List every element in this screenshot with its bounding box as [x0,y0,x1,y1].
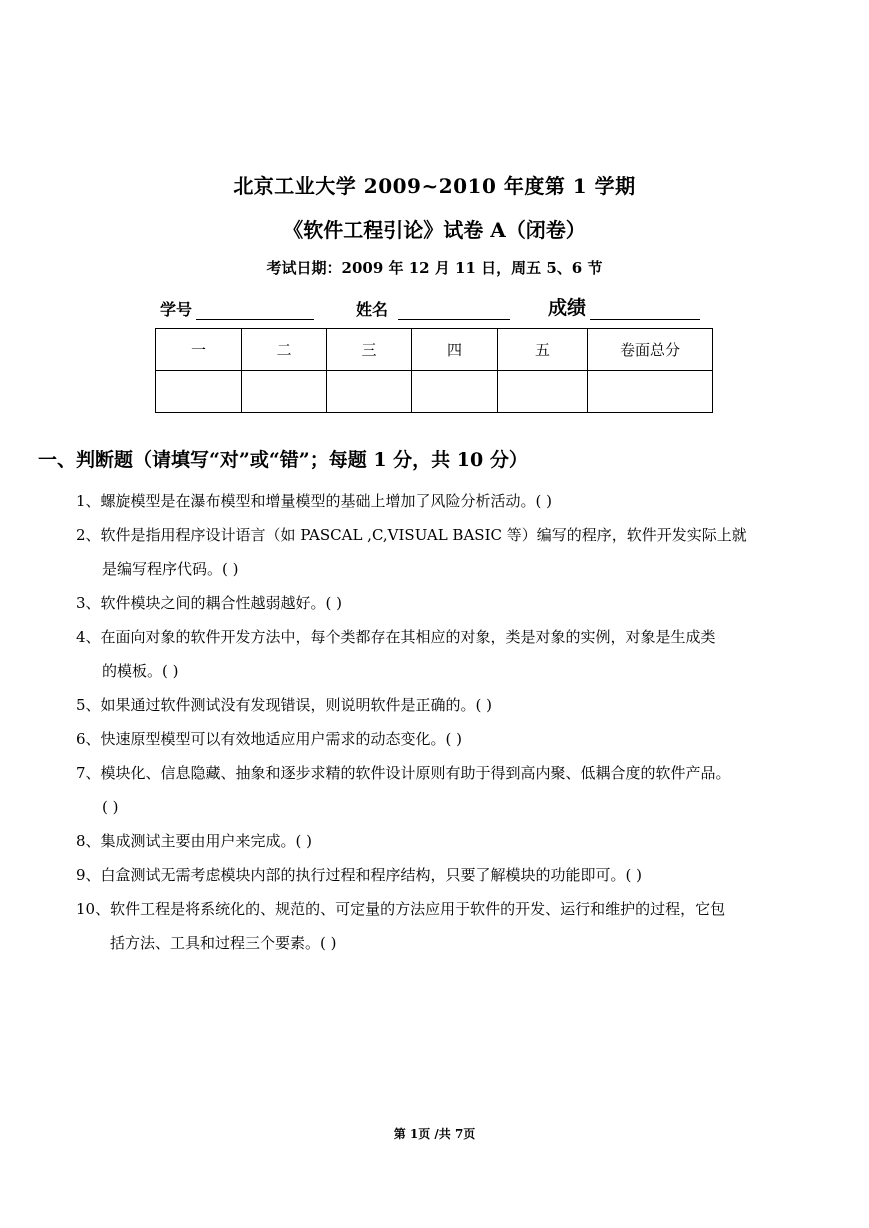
score-value-cell[interactable] [327,371,412,413]
question-number: 7、 [76,764,101,782]
question-number: 8、 [76,832,101,850]
score-header-cell: 一 [156,329,242,371]
question-text: 软件模块之间的耦合性越弱越好。( ) [100,594,343,612]
question-list [76,484,836,960]
score-value-cell[interactable] [412,371,498,413]
score-blank[interactable] [590,301,700,320]
page-footer: 第 1页 /共 7页 [393,1127,476,1141]
name-field [356,294,510,320]
question-item [76,484,836,518]
section-heading: 一、判断题（请填写“对”或“错”；每题 1 分，共 10 分） [38,449,528,471]
score-header-cell: 卷面总分 [588,329,713,371]
exam-title: 《软件工程引论》试卷 A（闭卷） [283,218,586,242]
score-header-cell: 四 [412,329,498,371]
score-label: 成绩 [548,297,587,319]
university-title: 北京工业大学 2009~2010 年度第 1 学期 [233,174,636,198]
question-text: 模块化、信息隐藏、抽象和逐步求精的软件设计原则有助于得到高内聚、低耦合度的软件产品。 [100,764,731,782]
question-text-continued: 的模板。( ) [102,662,179,680]
question-number: 10、 [76,900,111,918]
score-header-cell: 二 [242,329,327,371]
score-header-cell: 三 [327,329,412,371]
question-text-continued: 括方法、工具和过程三个要素。( ) [110,934,337,952]
score-table-value-row [156,371,713,413]
score-value-cell[interactable] [242,371,327,413]
question-text: 软件是指用程序设计语言（如 PASCAL ,C,VISUAL BASIC 等）编写的程序，软件开发实际上就 [100,526,747,544]
question-text-continued: 是编写程序代码。( ) [102,560,239,578]
question-number: 5、 [76,696,101,714]
question-item [76,688,836,722]
question-item [76,824,836,858]
score-value-cell[interactable] [498,371,588,413]
student-id-field [160,294,314,320]
question-text: 在面向对象的软件开发方法中，每个类都存在其相应的对象，类是对象的实例，对象是生成类 [100,628,716,646]
question-text: 如果通过软件测试没有发现错误，则说明软件是正确的。( ) [100,696,493,714]
question-number: 1、 [76,492,101,510]
question-item [76,858,836,892]
question-number: 4、 [76,628,101,646]
exam-date: 考试日期：2009 年 12 月 11 日，周五 5、6 节 [266,259,603,277]
question-item [76,518,836,586]
question-item [76,620,836,688]
student-id-label: 学号 [160,300,193,319]
question-number: 9、 [76,866,101,884]
question-item [76,722,836,756]
question-text-continued: ( ) [102,798,119,816]
name-label: 姓名 [356,300,389,319]
question-item [76,892,836,960]
question-text: 白盒测试无需考虑模块内部的执行过程和程序结构，只要了解模块的功能即可。( ) [100,866,643,884]
student-id-blank[interactable] [196,301,314,320]
score-header-cell: 五 [498,329,588,371]
name-blank[interactable] [398,301,510,320]
question-item [76,586,836,620]
question-text: 快速原型模型可以有效地适应用户需求的动态变化。( ) [100,730,463,748]
score-table-header-row [156,329,713,371]
question-text: 软件工程是将系统化的、规范的、可定量的方法应用于软件的开发、运行和维护的过程，它包 [110,900,726,918]
student-info-row [160,294,720,322]
score-field [548,294,700,320]
question-number: 2、 [76,526,101,544]
question-number: 3、 [76,594,101,612]
score-value-cell[interactable] [588,371,713,413]
question-item [76,756,836,824]
question-text: 螺旋模型是在瀑布模型和增量模型的基础上增加了风险分析活动。( ) [100,492,553,510]
question-number: 6、 [76,730,101,748]
score-table [155,328,713,413]
question-text: 集成测试主要由用户来完成。( ) [100,832,313,850]
score-value-cell[interactable] [156,371,242,413]
